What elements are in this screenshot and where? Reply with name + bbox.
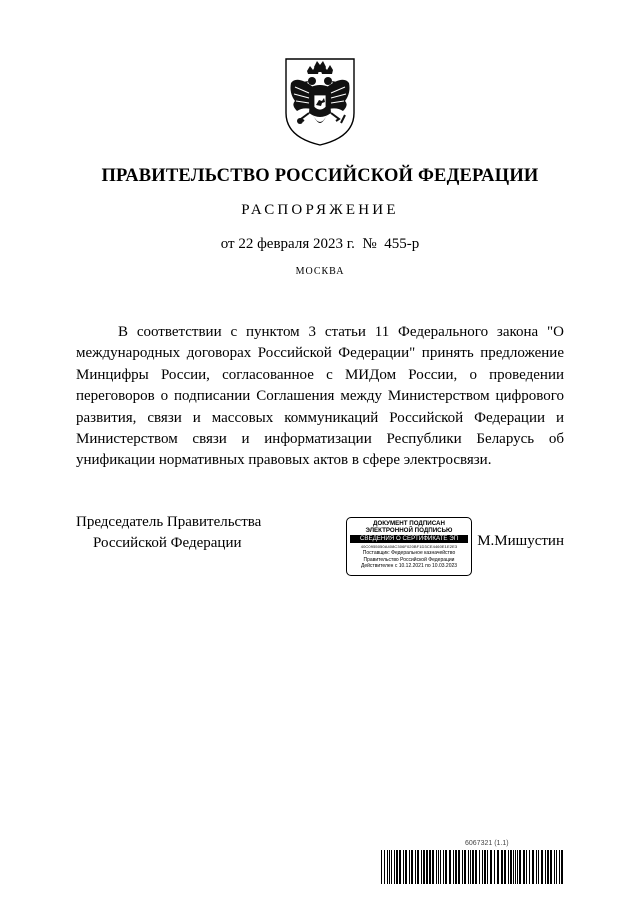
barcode-bar (490, 850, 492, 884)
barcode-bar (550, 850, 552, 884)
electronic-signature-stamp (346, 517, 472, 576)
barcode-bar (436, 850, 437, 884)
barcode-bar (532, 850, 534, 884)
barcode-bar (472, 850, 474, 884)
barcode-bar (501, 850, 503, 884)
barcode-bar (510, 850, 512, 884)
barcode-bar (429, 850, 431, 884)
barcode-bar (513, 850, 514, 884)
barcode-bar (453, 850, 454, 884)
barcode-bar (426, 850, 428, 884)
barcode-bar (517, 850, 518, 884)
russian-coat-of-arms-icon (283, 57, 357, 147)
signer-name: М.Мишустин (477, 533, 564, 549)
barcode-bar (497, 850, 499, 884)
barcode-bar (541, 850, 543, 884)
barcode-bar (399, 850, 401, 884)
signer-position (76, 512, 261, 554)
barcode-bar (403, 850, 404, 884)
barcode-bar (423, 850, 425, 884)
barcode-bar (394, 850, 395, 884)
barcode-bar (547, 850, 549, 884)
barcode-bar (464, 850, 466, 884)
barcode-bar (526, 850, 527, 884)
barcode-bar (561, 850, 563, 884)
barcode-bar (445, 850, 447, 884)
barcode-bar (554, 850, 555, 884)
barcode-bar (443, 850, 444, 884)
barcode-bar (381, 850, 382, 884)
barcode-bar (440, 850, 441, 884)
document-date-number: от 22 февраля 2023 г. № 455-р (220, 236, 420, 252)
barcode-bar (438, 850, 439, 884)
stamp-supplier-line1: Поставщик: Федеральное казначейство (362, 550, 456, 556)
document-type: РАСПОРЯЖЕНИЕ (241, 202, 399, 218)
barcode-bar (387, 850, 388, 884)
barcode-bar (462, 850, 463, 884)
stamp-title (347, 520, 471, 534)
barcode-bar (545, 850, 546, 884)
barcode-bar (487, 850, 488, 884)
barcode-bar (417, 850, 419, 884)
barcode-bar (384, 850, 385, 884)
barcode-bar (529, 850, 530, 884)
barcode-bar (421, 850, 422, 884)
barcode-bar (494, 850, 495, 884)
barcode-bar (556, 850, 557, 884)
stamp-title-line2: ЭЛЕКТРОННОЙ ПОДПИСЬЮ (365, 527, 453, 534)
stamp-supplier-line2: Правительство Российской Федерации (363, 556, 455, 563)
barcode-bar (389, 850, 390, 884)
stamp-title-line1: ДОКУМЕНТ ПОДПИСАН (373, 520, 445, 527)
barcode-bar (396, 850, 398, 884)
barcode-bar (484, 850, 486, 884)
barcode-bar (470, 850, 471, 884)
stamp-certificate-band: СВЕДЕНИЯ О СЕРТИФИКАТЕ ЭП (350, 535, 468, 543)
barcode-bar (559, 850, 560, 884)
barcode-label: 6067321 (1.1) (465, 840, 509, 847)
barcode-bar (482, 850, 483, 884)
barcode-bar (475, 850, 477, 884)
stamp-serial: 40C0955050A408C306F020BF1D3CE4460E1E2E3 (360, 544, 458, 549)
barcode-bar (409, 850, 410, 884)
barcode-bar (538, 850, 539, 884)
stamp-validity: Действителен с 10.12.2021 по 10.03.2023 (360, 563, 458, 569)
government-title: ПРАВИТЕЛЬСТВО РОССИЙСКОЙ ФЕДЕРАЦИИ (101, 166, 539, 186)
barcode-bar (458, 850, 460, 884)
barcode-bar (405, 850, 407, 884)
barcode-bar (515, 850, 516, 884)
barcode-bar (432, 850, 434, 884)
barcode-bar (391, 850, 392, 884)
barcode-bar (411, 850, 413, 884)
barcode-bar (479, 850, 480, 884)
signer-position-line1: Председатель Правительства (76, 514, 262, 530)
barcode-bar (504, 850, 506, 884)
barcode-bar (468, 850, 469, 884)
barcode-bar (536, 850, 537, 884)
barcode-bar (519, 850, 521, 884)
barcode (381, 850, 564, 884)
barcode-bar (415, 850, 416, 884)
document-city: МОСКВА (295, 266, 345, 277)
order-text: В соответствии с пунктом 3 статьи 11 Федерального закона "О международных договорах Российской Федерации" принять предложение Минцифры России, согласованное с МИДом России, о проведении переговоров о подписании Соглашения между Министерством цифрового развития, связи и массовых коммуникаций Российской Федерации и Министерством связи и информатизации Республики Беларусь об унификации нормативных правовых актов в сфере электросвязи. (76, 324, 564, 469)
barcode-bar (523, 850, 525, 884)
barcode-bar (455, 850, 457, 884)
barcode-bar (449, 850, 451, 884)
barcode-bar (508, 850, 509, 884)
signer-position-line2: Российской Федерации (93, 535, 242, 551)
